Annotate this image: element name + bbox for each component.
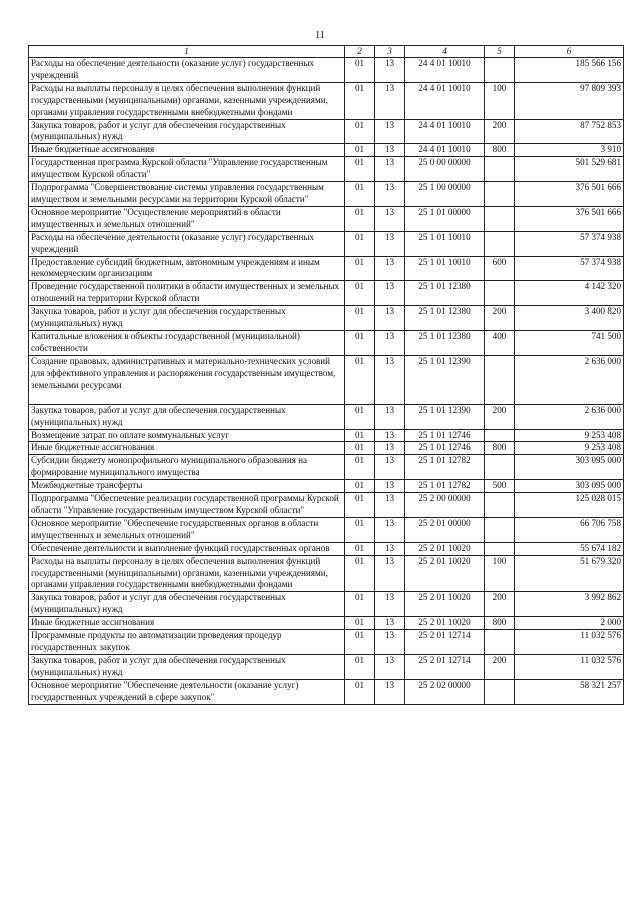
row-target-article: 25 2 01 10020 (405, 592, 485, 617)
row-amount: 66 706 758 (515, 517, 624, 542)
row-expense-type (485, 355, 515, 404)
row-expense-type (485, 231, 515, 256)
row-expense-type: 100 (485, 555, 515, 592)
row-subsection-code: 13 (375, 429, 405, 442)
row-amount: 4 142 320 (515, 281, 624, 306)
row-subsection-code: 13 (375, 493, 405, 518)
row-expense-type (485, 679, 515, 704)
row-subsection-code: 13 (375, 58, 405, 83)
row-target-article: 25 1 01 12782 (405, 455, 485, 480)
row-amount: 741 500 (515, 330, 624, 355)
row-subsection-code: 13 (375, 144, 405, 157)
row-section-code: 01 (345, 617, 375, 630)
col-header-5: 5 (485, 46, 515, 58)
row-name: Основное мероприятие "Осуществление мероприятий в области имущественных и земельных отношений" (29, 206, 345, 231)
row-name: Капитальные вложения в объекты государственной (муниципальной) собственности (29, 330, 345, 355)
row-expense-type: 200 (485, 654, 515, 679)
row-name: Основное мероприятие "Обеспечение государственных органов в области имущественных и земельных отношений" (29, 517, 345, 542)
row-target-article: 25 2 01 00000 (405, 517, 485, 542)
row-target-article: 25 2 01 12714 (405, 630, 485, 655)
row-section-code: 01 (345, 455, 375, 480)
row-subsection-code: 13 (375, 517, 405, 542)
row-expense-type: 800 (485, 442, 515, 455)
row-name: Расходы на выплаты персоналу в целях обеспечения выполнения функций государственными (муниципальными) органами, казенными учреждениями, органами управления государственными внебюджетными фондами (29, 82, 345, 119)
row-subsection-code: 13 (375, 592, 405, 617)
row-name: Проведение государственной политики в области имущественных и земельных отношений на территории Курской области (29, 281, 345, 306)
row-name: Предоставление субсидий бюджетным, автономным учреждениям и иным некоммерческим организациям (29, 256, 345, 281)
row-section-code: 01 (345, 429, 375, 442)
table-row (29, 82, 624, 119)
table-row (29, 480, 624, 493)
row-expense-type: 400 (485, 330, 515, 355)
row-expense-type (485, 455, 515, 480)
row-target-article: 25 1 01 00000 (405, 206, 485, 231)
table-row (29, 542, 624, 555)
row-expense-type: 800 (485, 144, 515, 157)
row-section-code: 01 (345, 231, 375, 256)
row-name: Основное мероприятие "Обеспечение деятельности (оказание услуг) государственных учреждений в сфере закупок" (29, 679, 345, 704)
table-row (29, 404, 624, 429)
table-row (29, 555, 624, 592)
row-name: Возмещение затрат по оплате коммунальных услуг (29, 429, 345, 442)
row-amount: 125 028 015 (515, 493, 624, 518)
row-expense-type: 200 (485, 119, 515, 144)
row-target-article: 24 4 01 10010 (405, 82, 485, 119)
row-amount: 55 674 182 (515, 542, 624, 555)
row-subsection-code: 13 (375, 182, 405, 207)
row-name: Закупка товаров, работ и услуг для обеспечения государственных (муниципальных) нужд (29, 119, 345, 144)
row-name: Закупка товаров, работ и услуг для обеспечения государственных (муниципальных) нужд (29, 654, 345, 679)
table-row (29, 592, 624, 617)
row-amount: 3 400 820 (515, 306, 624, 331)
row-subsection-code: 13 (375, 442, 405, 455)
row-subsection-code: 13 (375, 82, 405, 119)
table-row (29, 58, 624, 83)
row-section-code: 01 (345, 679, 375, 704)
table-row (29, 455, 624, 480)
table-row (29, 144, 624, 157)
row-target-article: 25 1 01 12746 (405, 429, 485, 442)
row-section-code: 01 (345, 517, 375, 542)
row-subsection-code: 13 (375, 455, 405, 480)
row-target-article: 25 1 01 12746 (405, 442, 485, 455)
row-name: Создание правовых, административных и материально-технических условий для эффективного управления и распоряжения государственным имуществом, земельными ресурсами (29, 355, 345, 404)
table-row (29, 429, 624, 442)
row-expense-type: 200 (485, 592, 515, 617)
row-target-article: 25 1 01 12380 (405, 306, 485, 331)
table-row (29, 517, 624, 542)
row-section-code: 01 (345, 157, 375, 182)
col-header-4: 4 (405, 46, 485, 58)
row-name: Иные бюджетные ассигнования (29, 442, 345, 455)
row-expense-type (485, 157, 515, 182)
row-section-code: 01 (345, 592, 375, 617)
row-target-article: 24 4 01 10010 (405, 58, 485, 83)
row-target-article: 24 4 01 10010 (405, 144, 485, 157)
row-name: Программные продукты по автоматизации проведения процедур государственных закупок (29, 630, 345, 655)
row-expense-type (485, 206, 515, 231)
row-name: Закупка товаров, работ и услуг для обеспечения государственных (муниципальных) нужд (29, 592, 345, 617)
table-row (29, 182, 624, 207)
row-target-article: 25 1 01 12390 (405, 404, 485, 429)
row-name: Иные бюджетные ассигнования (29, 617, 345, 630)
row-target-article: 25 2 01 10020 (405, 617, 485, 630)
row-section-code: 01 (345, 281, 375, 306)
row-name: Обеспечение деятельности и выполнение функций государственных органов (29, 542, 345, 555)
table-header-row (29, 46, 624, 58)
table-row (29, 442, 624, 455)
row-name: Государственная программа Курской области "Управление государственным имуществом Курской области" (29, 157, 345, 182)
row-target-article: 25 0 00 00000 (405, 157, 485, 182)
row-target-article: 25 1 01 12380 (405, 281, 485, 306)
row-name: Расходы на обеспечение деятельности (оказание услуг) государственных учреждений (29, 231, 345, 256)
row-amount: 9 253 408 (515, 442, 624, 455)
row-amount: 87 752 853 (515, 119, 624, 144)
row-subsection-code: 13 (375, 404, 405, 429)
row-amount: 2 636 000 (515, 404, 624, 429)
row-section-code: 01 (345, 654, 375, 679)
row-expense-type: 600 (485, 256, 515, 281)
row-target-article: 25 2 01 12714 (405, 654, 485, 679)
row-section-code: 01 (345, 480, 375, 493)
row-name: Иные бюджетные ассигнования (29, 144, 345, 157)
row-name: Субсидии бюджету монопрофильного муниципального образования на формирование муниципального имущества (29, 455, 345, 480)
row-target-article: 25 1 01 12380 (405, 330, 485, 355)
row-section-code: 01 (345, 630, 375, 655)
table-row (29, 679, 624, 704)
row-expense-type (485, 630, 515, 655)
row-amount: 11 032 576 (515, 654, 624, 679)
row-subsection-code: 13 (375, 542, 405, 555)
table-row (29, 206, 624, 231)
row-amount: 3 992 862 (515, 592, 624, 617)
row-expense-type (485, 429, 515, 442)
row-target-article: 25 1 01 10010 (405, 231, 485, 256)
row-target-article: 25 2 01 10020 (405, 542, 485, 555)
row-subsection-code: 13 (375, 119, 405, 144)
row-subsection-code: 13 (375, 630, 405, 655)
row-amount: 2 000 (515, 617, 624, 630)
table-row (29, 654, 624, 679)
row-section-code: 01 (345, 306, 375, 331)
row-amount: 185 566 156 (515, 58, 624, 83)
row-name: Закупка товаров, работ и услуг для обеспечения государственных (муниципальных) нужд (29, 306, 345, 331)
row-expense-type (485, 493, 515, 518)
row-expense-type (485, 542, 515, 555)
row-section-code: 01 (345, 555, 375, 592)
row-expense-type (485, 281, 515, 306)
row-amount: 2 636 000 (515, 355, 624, 404)
row-expense-type (485, 58, 515, 83)
row-target-article: 25 2 00 00000 (405, 493, 485, 518)
row-section-code: 01 (345, 355, 375, 404)
row-section-code: 01 (345, 442, 375, 455)
row-name: Межбюджетные трансферты (29, 480, 345, 493)
row-amount: 3 910 (515, 144, 624, 157)
row-amount: 51 679 320 (515, 555, 624, 592)
row-section-code: 01 (345, 404, 375, 429)
table-row (29, 157, 624, 182)
row-amount: 376 501 666 (515, 182, 624, 207)
row-subsection-code: 13 (375, 256, 405, 281)
page-number: 11 (315, 30, 325, 41)
row-subsection-code: 13 (375, 306, 405, 331)
row-target-article: 24 4 01 10010 (405, 119, 485, 144)
table-row (29, 617, 624, 630)
row-section-code: 01 (345, 144, 375, 157)
row-target-article: 25 2 02 00000 (405, 679, 485, 704)
row-amount: 58 321 257 (515, 679, 624, 704)
row-name: Подпрограмма "Совершенствование системы управления государственным имуществом и земельными ресурсами на территории Курской области" (29, 182, 345, 207)
row-name: Расходы на выплаты персоналу в целях обеспечения выполнения функций государственными (муниципальными) органами, казенными учреждениями, органами управления государственными внебюджетными фондами (29, 555, 345, 592)
row-amount: 303 095 000 (515, 480, 624, 493)
row-subsection-code: 13 (375, 654, 405, 679)
row-expense-type (485, 517, 515, 542)
row-subsection-code: 13 (375, 679, 405, 704)
budget-table (28, 45, 624, 705)
table-row (29, 330, 624, 355)
row-section-code: 01 (345, 330, 375, 355)
row-amount: 97 809 393 (515, 82, 624, 119)
row-amount: 57 374 938 (515, 231, 624, 256)
row-amount: 9 253 408 (515, 429, 624, 442)
row-target-article: 25 1 01 12390 (405, 355, 485, 404)
row-expense-type: 800 (485, 617, 515, 630)
row-section-code: 01 (345, 182, 375, 207)
row-subsection-code: 13 (375, 281, 405, 306)
row-section-code: 01 (345, 493, 375, 518)
row-subsection-code: 13 (375, 480, 405, 493)
table-row (29, 493, 624, 518)
row-name: Расходы на обеспечение деятельности (оказание услуг) государственных учреждений (29, 58, 345, 83)
row-subsection-code: 13 (375, 157, 405, 182)
row-target-article: 25 1 00 00000 (405, 182, 485, 207)
row-subsection-code: 13 (375, 206, 405, 231)
col-header-1: 1 (29, 46, 345, 58)
row-section-code: 01 (345, 206, 375, 231)
row-section-code: 01 (345, 542, 375, 555)
table-row (29, 306, 624, 331)
row-section-code: 01 (345, 256, 375, 281)
row-name: Подпрограмма "Обеспечение реализации государственной программы Курской области "Управление государственным имуществом Курской области" (29, 493, 345, 518)
table-row (29, 256, 624, 281)
row-name: Закупка товаров, работ и услуг для обеспечения государственных (муниципальных) нужд (29, 404, 345, 429)
col-header-3: 3 (375, 46, 405, 58)
row-expense-type: 100 (485, 82, 515, 119)
row-expense-type: 200 (485, 404, 515, 429)
table-row (29, 630, 624, 655)
row-amount: 11 032 576 (515, 630, 624, 655)
col-header-6: 6 (515, 46, 624, 58)
row-amount: 57 374 938 (515, 256, 624, 281)
row-target-article: 25 1 01 12782 (405, 480, 485, 493)
row-amount: 501 529 681 (515, 157, 624, 182)
row-subsection-code: 13 (375, 330, 405, 355)
row-section-code: 01 (345, 82, 375, 119)
table-row (29, 231, 624, 256)
row-subsection-code: 13 (375, 617, 405, 630)
row-subsection-code: 13 (375, 355, 405, 404)
row-amount: 376 501 666 (515, 206, 624, 231)
row-target-article: 25 2 01 10020 (405, 555, 485, 592)
row-subsection-code: 13 (375, 231, 405, 256)
table-row (29, 119, 624, 144)
table-row (29, 355, 624, 404)
row-expense-type (485, 182, 515, 207)
row-expense-type: 500 (485, 480, 515, 493)
row-target-article: 25 1 01 10010 (405, 256, 485, 281)
col-header-2: 2 (345, 46, 375, 58)
table-row (29, 281, 624, 306)
row-section-code: 01 (345, 119, 375, 144)
row-expense-type: 200 (485, 306, 515, 331)
row-subsection-code: 13 (375, 555, 405, 592)
row-amount: 303 095 000 (515, 455, 624, 480)
row-section-code: 01 (345, 58, 375, 83)
